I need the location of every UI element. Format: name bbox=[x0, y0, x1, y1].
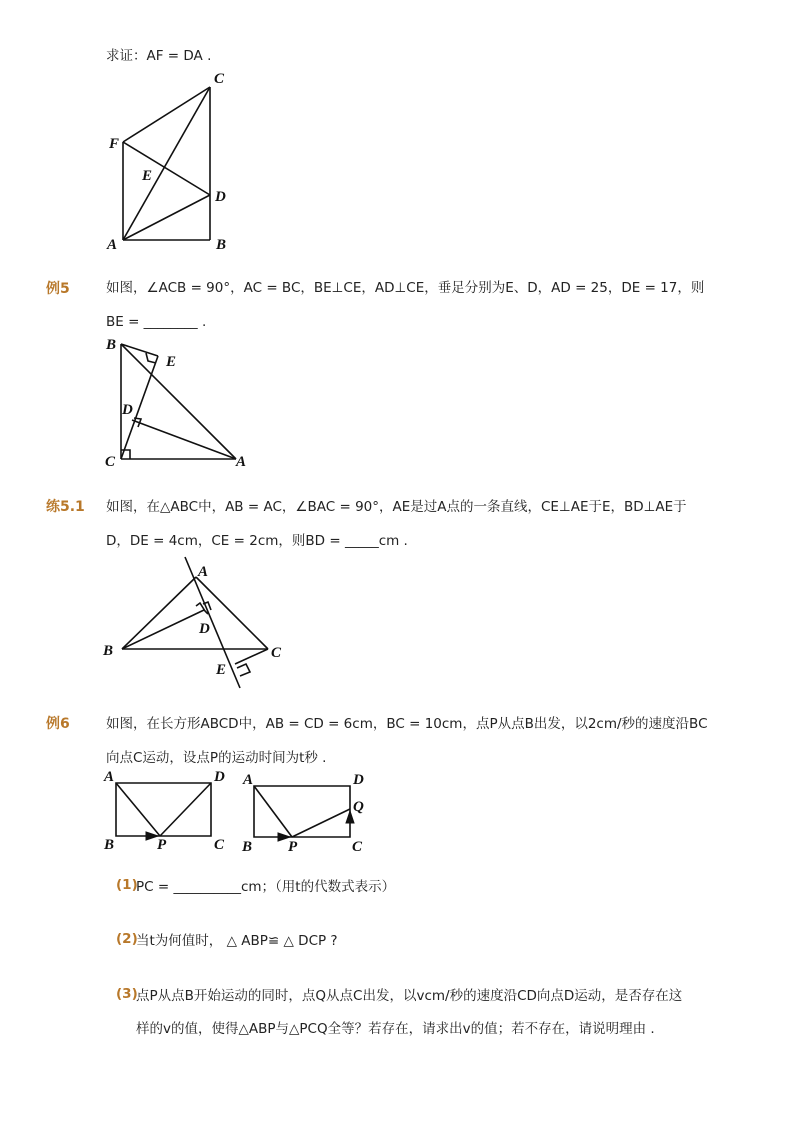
fig3-label-D: D bbox=[199, 621, 210, 637]
practice-5-1-tag: 练5.1 bbox=[46, 499, 85, 515]
fig4-label-A: A bbox=[104, 769, 115, 785]
fig5-label-B: B bbox=[242, 839, 253, 855]
example-5-line-2: BE = ________ . bbox=[106, 314, 207, 330]
fig2-label-C: C bbox=[105, 454, 116, 470]
fig1-label-B: B bbox=[216, 237, 227, 253]
fig1-label-A: A bbox=[107, 237, 118, 253]
fig2-label-D: D bbox=[122, 402, 133, 418]
fig3-label-C: C bbox=[271, 645, 282, 661]
fig1-label-F: F bbox=[109, 136, 120, 152]
question-3-tag: (3) bbox=[116, 986, 138, 1002]
example-6-tag: 例6 bbox=[46, 716, 70, 732]
fig3-label-B: B bbox=[103, 643, 114, 659]
fig1-label-D: D bbox=[215, 189, 226, 205]
practice-5-1-line-2: D，DE = 4cm，CE = 2cm，则BD = _____cm . bbox=[106, 533, 408, 549]
fig2-label-E: E bbox=[166, 354, 177, 370]
example-5-line-1: 如图，∠ACB = 90°，AC = BC，BE⊥CE，AD⊥CE，垂足分别为E、D，AD = 25，DE = 17，则 bbox=[106, 280, 705, 296]
fig5-label-A: A bbox=[243, 772, 254, 788]
question-1-text: PC = __________cm；（用t的代数式表示） bbox=[136, 879, 396, 895]
question-3-line-1: 点P从点B开始运动的同时，点Q从点C出发，以vcm/秒的速度沿CD向点D运动，是否存在这 bbox=[136, 988, 683, 1004]
fig4-label-B: B bbox=[104, 837, 115, 853]
fig3-label-E: E bbox=[216, 662, 227, 678]
fig5-label-C: C bbox=[352, 839, 363, 855]
fig5-label-D: D bbox=[353, 772, 364, 788]
question-3-line-2: 样的v的值，使得△ABP与△PCQ全等？若存在，请求出v的值；若不存在，请说明理由 . bbox=[136, 1021, 655, 1037]
fig2-label-B: B bbox=[106, 337, 117, 353]
fig4-label-D: D bbox=[214, 769, 225, 785]
fig1-label-E: E bbox=[142, 168, 153, 184]
fig4-label-C: C bbox=[214, 837, 225, 853]
practice-5-1-line-1: 如图，在△ABC中，AB = AC，∠BAC = 90°，AE是过A点的一条直线，CE⊥AE于E，BD⊥AE于 bbox=[106, 499, 687, 515]
fig4-label-P: P bbox=[157, 837, 167, 853]
example-5-tag: 例5 bbox=[46, 281, 70, 297]
question-1-tag: (1) bbox=[116, 877, 138, 893]
question-2-tag: (2) bbox=[116, 931, 138, 947]
fig1-label-C: C bbox=[214, 71, 225, 87]
example-6-line-2: 向点C运动，设点P的运动时间为t秒 . bbox=[106, 750, 327, 766]
fig5-label-Q: Q bbox=[353, 799, 364, 815]
example-6-line-1: 如图，在长方形ABCD中，AB = CD = 6cm，BC = 10cm，点P从点B出发，以2cm/秒的速度沿BC bbox=[106, 716, 708, 732]
proof-statement: 求证：AF = DA . bbox=[106, 48, 212, 64]
fig5-label-P: P bbox=[288, 839, 298, 855]
question-2-text: 当t为何值时， △ ABP≌ △ DCP ? bbox=[136, 933, 338, 949]
fig3-label-A: A bbox=[198, 564, 209, 580]
fig2-label-A: A bbox=[236, 454, 247, 470]
